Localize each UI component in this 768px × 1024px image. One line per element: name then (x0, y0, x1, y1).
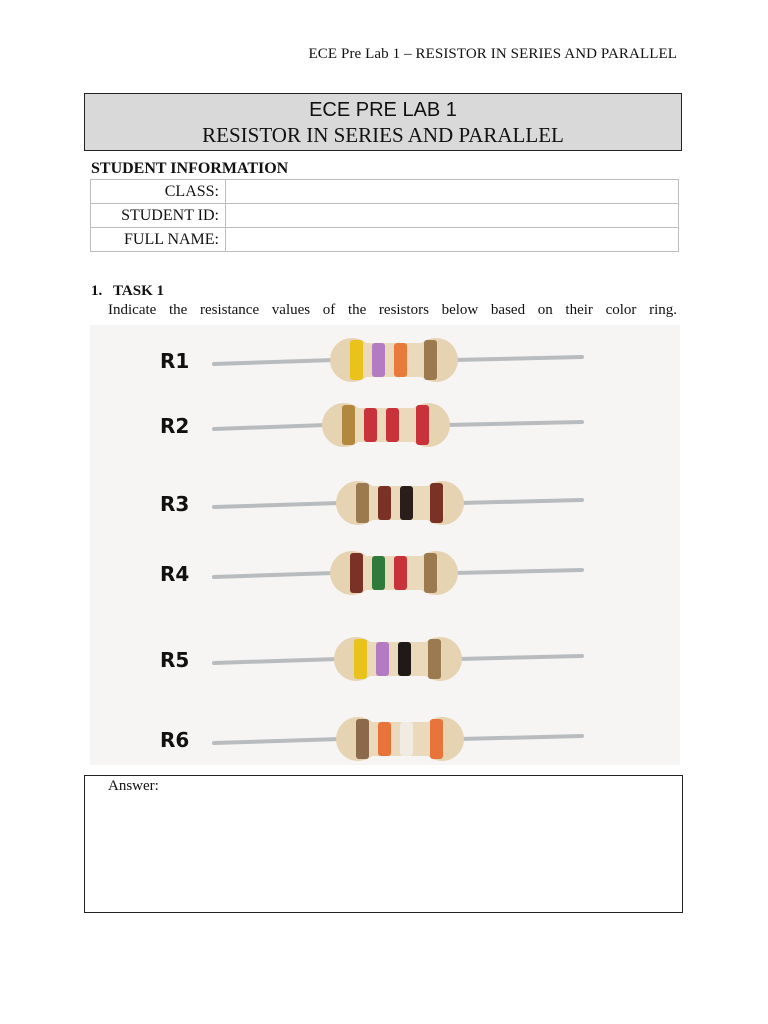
class-field[interactable] (226, 180, 679, 204)
color-band (424, 553, 437, 593)
resistor-figure (90, 325, 680, 765)
table-row (91, 204, 679, 228)
color-band (394, 556, 407, 590)
title-box (84, 93, 682, 151)
resistor-label: R4 (160, 562, 190, 586)
photo-background (90, 325, 680, 765)
student-id-label: STUDENT ID: (91, 204, 226, 228)
task1-heading (91, 283, 164, 300)
answer-label: Answer: (108, 778, 159, 794)
task1-description: Indicate the resistance values of the resistors below based on their color ring. (108, 302, 677, 318)
task1-number: 1. (91, 283, 103, 299)
color-band (372, 556, 385, 590)
resistor-label: R6 (160, 728, 190, 752)
class-label: CLASS: (91, 180, 226, 204)
color-band (386, 408, 399, 442)
color-band (356, 719, 369, 759)
color-band (400, 486, 413, 520)
resistor-label: R3 (160, 492, 190, 516)
color-band (350, 553, 363, 593)
resistor-label: R1 (160, 349, 190, 373)
color-band (400, 722, 413, 756)
resistor-label: R5 (160, 648, 190, 672)
table-row (91, 228, 679, 252)
task1-title: TASK 1 (113, 283, 164, 299)
color-band (372, 343, 385, 377)
color-band (364, 408, 377, 442)
color-band (350, 340, 363, 380)
color-band (378, 486, 391, 520)
color-band (430, 719, 443, 759)
color-band (424, 340, 437, 380)
answer-box[interactable] (84, 775, 683, 913)
resistor-label: R2 (160, 414, 190, 438)
full-name-label: FULL NAME: (91, 228, 226, 252)
running-header: ECE Pre Lab 1 – RESISTOR IN SERIES AND PARALLEL (308, 46, 677, 62)
color-band (416, 405, 429, 445)
color-band (398, 642, 411, 676)
student-info-table (90, 179, 679, 252)
table-row (91, 180, 679, 204)
student-id-field[interactable] (226, 204, 679, 228)
color-band (430, 483, 443, 523)
page-subtitle: RESISTOR IN SERIES AND PARALLEL (202, 123, 564, 147)
color-band (342, 405, 355, 445)
color-band (428, 639, 441, 679)
full-name-field[interactable] (226, 228, 679, 252)
color-band (376, 642, 389, 676)
page-title: ECE PRE LAB 1 (309, 99, 457, 121)
student-info-heading: STUDENT INFORMATION (91, 160, 289, 177)
resistor-photo (90, 325, 680, 765)
color-band (354, 639, 367, 679)
color-band (356, 483, 369, 523)
color-band (378, 722, 391, 756)
color-band (394, 343, 407, 377)
